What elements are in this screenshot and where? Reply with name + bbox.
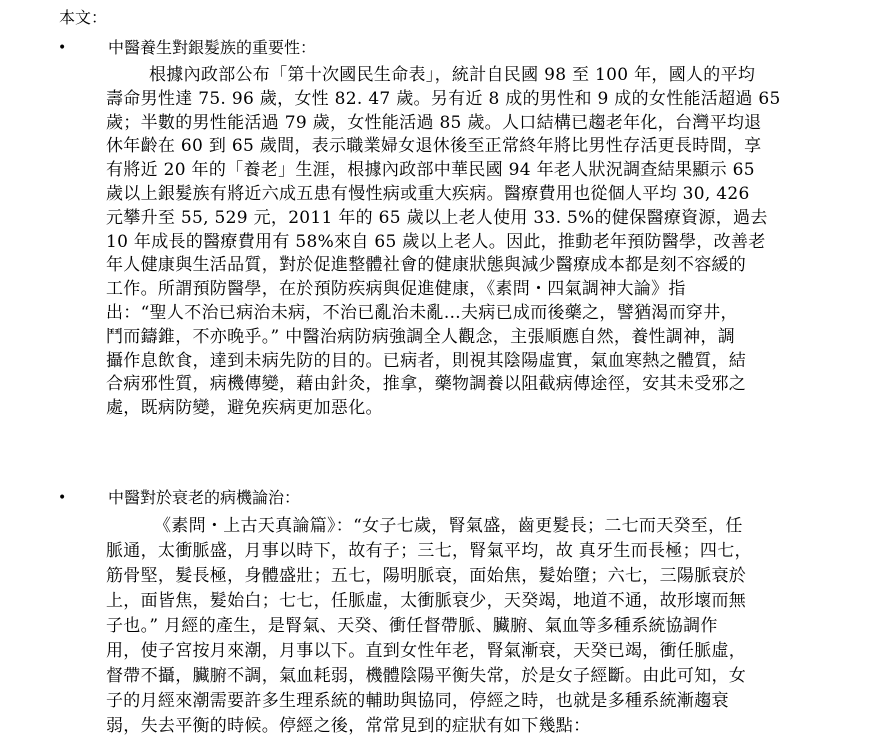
paragraph-line: 歲；半數的男性能活過 79 歲，女性能活過 85 歲。人口結構已趨老年化，台灣平均退 <box>106 112 762 133</box>
paragraph-line: 出：“聖人不治已病治未病，不治已亂治未亂…夫病已成而後藥之，譬猶渴而穿井， <box>106 302 738 323</box>
paragraph-line: 筋骨堅，髮長極，身體盛壯；五七，陽明脈衰，面始焦，髮始墮；六七，三陽脈衰於 <box>106 566 747 586</box>
paragraph-line: 處，既病防變，避免疾病更加惡化。 <box>106 398 383 419</box>
bullet-icon: • <box>58 40 67 56</box>
paragraph-line: 攝作息飲食，達到未病先防的目的。已病者，則視其陰陽虛實，氣血寒熱之體質，結 <box>106 350 747 371</box>
paragraph-line: 有將近 20 年的「養老」生涯，根據內政部中華民國 94 年老人狀況調查結果顯示 65 <box>106 160 755 181</box>
body-heading: 本文： <box>59 8 108 27</box>
paragraph-line: 脈通，太衝脈盛，月事以時下，故有子；三七，腎氣平均，故 真牙生而長極；四七， <box>106 541 752 561</box>
paragraph-line: 歲以上銀髮族有將近六成五患有慢性病或重大疾病。醫療費用也從個人平均 30, 426 <box>106 183 750 204</box>
paragraph-line: 子的月經來潮需要許多生理系統的輔助與協同，停經之時，也就是多種系統漸趨衰 <box>106 691 729 711</box>
paragraph-line: 工作。所謂預防醫學，在於預防疾病與促進健康，《素問・四氣調神大論》指 <box>106 279 686 300</box>
paragraph-line: 子也。” 月經的產生，是腎氣、天癸、衝任督帶脈、臟腑、氣血等多種系統協調作 <box>106 616 718 636</box>
paragraph-line: 元攀升至 55, 529 元，2011 年的 65 歲以上老人使用 33. 5%的健保醫療資源，過去 <box>106 207 768 228</box>
paragraph-line: 10 年成長的醫療費用有 58%來自 65 歲以上老人。因此，推動老年預防醫學，改善老 <box>106 231 766 252</box>
section-title: 中醫養生對銀髮族的重要性： <box>108 38 317 57</box>
paragraph-line: 上，面皆焦，髮始白；七七，任脈虛，太衝脈衰少，天癸竭，地道不通，故形壞而無 <box>106 591 747 611</box>
paragraph-line: 《素問・上古天真論篇》：“女子七歲，腎氣盛，齒更髮長；二七而天癸至，任 <box>154 516 743 536</box>
paragraph-line: 合病邪性質，病機傳變，藉由針灸，推拿，藥物調養以阻截病傳途徑，安其未受邪之 <box>106 374 747 395</box>
paragraph-line: 鬥而鑄錐，不亦晚乎。” 中醫治病防病強調全人觀念，主張順應自然，養性調神，調 <box>106 326 735 347</box>
bullet-icon: • <box>58 490 67 506</box>
paragraph-line: 督帶不攝，臟腑不調，氣血耗弱，機體陰陽平衡失常，於是女子經斷。由此可知，女 <box>106 666 747 686</box>
section-paragraph <box>106 514 861 739</box>
section-title: 中醫對於衰老的病機論治： <box>108 488 301 507</box>
paragraph-line: 年人健康與生活品質，對於促進整體社會的健康狀態與減少醫療成本都是刻不容緩的 <box>106 255 747 276</box>
paragraph-line: 休年齡在 60 到 65 歲間，表示職業婦女退休後至正常終年將比男性存活更長時間，享 <box>106 136 762 157</box>
paragraph-line: 用，使子宮按月來潮，月事以下。直到女性年老，腎氣漸衰，天癸已竭，衝任脈虛， <box>106 641 747 661</box>
paragraph-line: 壽命男性達 75. 96 歲，女性 82. 47 歲。另有近 8 成的男性和 9 成的女性能活超過 65 <box>106 88 781 109</box>
paragraph-line: 弱，失去平衡的時候。停經之後，常常見到的症狀有如下幾點： <box>106 716 591 736</box>
section-paragraph <box>106 64 861 421</box>
paragraph-line: 根據內政部公布「第十次國民生命表」，統計自民國 98 至 100 年，國人的平均 <box>149 65 756 85</box>
